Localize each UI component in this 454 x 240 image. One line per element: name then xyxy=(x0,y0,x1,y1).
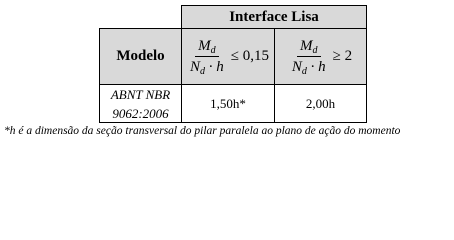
table-header-interface-lisa xyxy=(181,5,367,29)
value-cell-2 xyxy=(274,84,367,123)
value-cell-1 xyxy=(181,84,275,123)
formula-cell-2 xyxy=(274,28,367,85)
value-2: 2,00h xyxy=(305,95,336,111)
formula-1 xyxy=(187,37,269,76)
fraction-md-over-nd-h: $\frac{M_d}{N_d \cdot h}$ xyxy=(190,38,224,77)
norm-line-1: ABNT NBR xyxy=(110,86,171,102)
norm-cell xyxy=(99,84,182,123)
value-1: 1,50h* xyxy=(210,95,246,111)
formula-2 xyxy=(289,37,352,76)
footnote: *h é a dimensão da seção transversal do pilar paralela ao plano de ação do momento xyxy=(4,125,401,137)
formula-cell-1 xyxy=(181,28,275,85)
modelo-label: Modelo xyxy=(116,48,165,64)
norm-line-2: 9062:2006 xyxy=(112,105,169,121)
fraction-md-over-nd-h: $\frac{M_d}{N_d \cdot h}$ xyxy=(291,38,326,77)
header-title: Interface Lisa xyxy=(229,8,319,25)
modelo-header-cell xyxy=(99,28,182,85)
relation-ge: ≥ 2 xyxy=(332,48,353,64)
relation-le: ≤ 0,15 xyxy=(230,48,269,64)
